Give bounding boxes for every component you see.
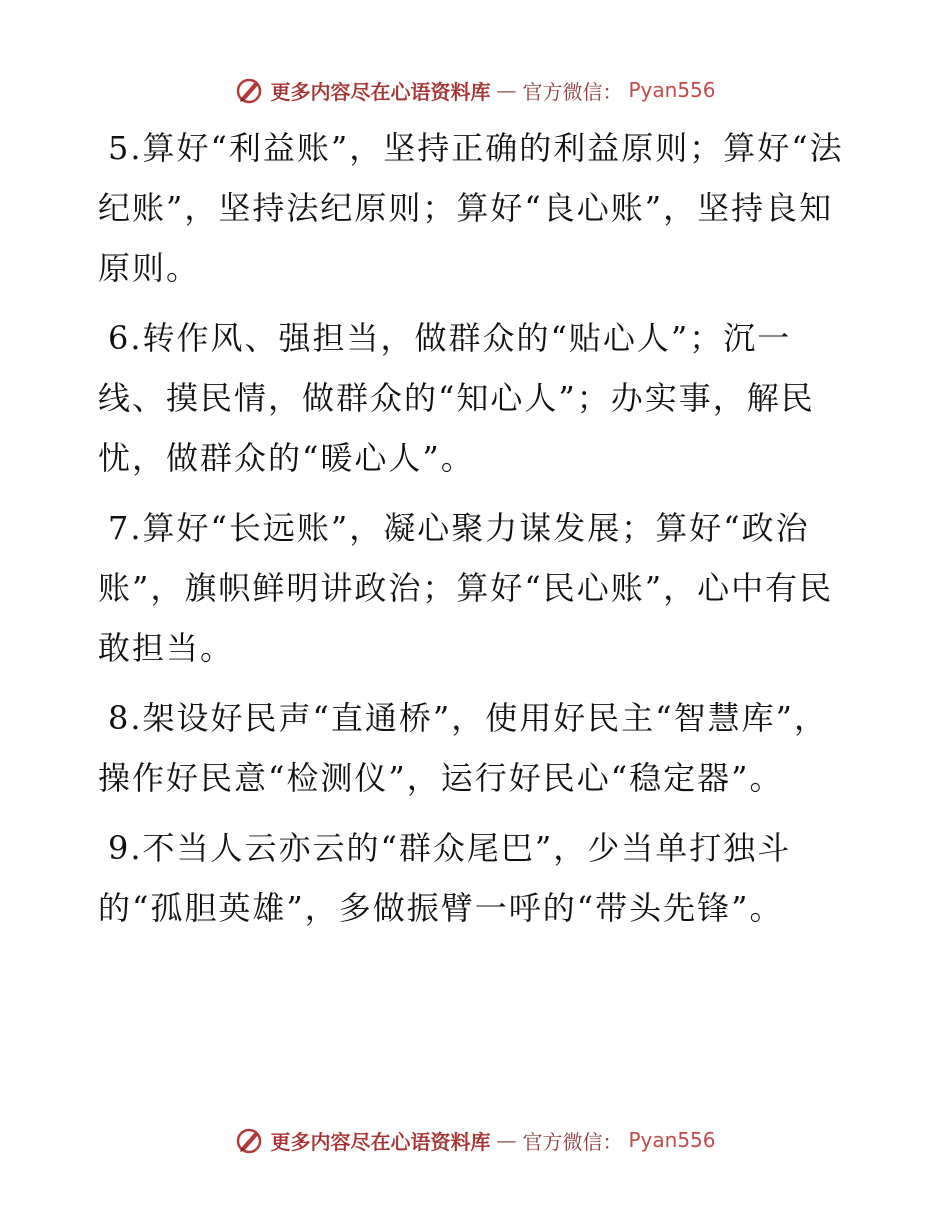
footer-wechat-label: 官方微信： (522, 1129, 623, 1154)
header-banner-dash: — (496, 78, 517, 102)
footer-banner-text: 更多内容尽在心语资料库 (270, 1129, 491, 1154)
pen-logo-icon (234, 1125, 264, 1155)
paragraph-8: 8.架设好民声“直通桥”，使用好民主“智慧库”，操作好民意“检测仪”，运行好民心“稳定器”。 (98, 699, 828, 797)
header-wechat-label: 官方微信： (522, 79, 623, 104)
paragraph-9: 9.不当人云亦云的“群众尾巴”，少当单打独斗的“孤胆英雄”，多做振臂一呼的“带头先锋”。 (98, 829, 792, 927)
paragraph-5: 5.算好“利益账”，坚持正确的利益原则；算好“法纪账”，坚持法纪原则；算好“良心账”，坚持良知原则。 (98, 129, 844, 287)
document-body (98, 118, 858, 948)
pen-logo-icon (234, 75, 264, 105)
footer-banner-dash: — (496, 1128, 517, 1152)
footer-banner (0, 1120, 950, 1160)
header-banner-text: 更多内容尽在心语资料库 (270, 79, 491, 104)
footer-wechat-id: Pyan556 (628, 1128, 716, 1152)
paragraph-6: 6.转作风、强担当，做群众的“贴心人”；沉一线、摸民情，做群众的“知心人”；办实事，解民忧，做群众的“暖心人”。 (98, 319, 815, 477)
header-banner-inner (234, 75, 715, 105)
header-wechat-id: Pyan556 (628, 78, 716, 102)
header-banner (0, 70, 950, 110)
paragraph-7: 7.算好“长远账”，凝心聚力谋发展；算好“政治账”，旗帜鲜明讲政治；算好“民心账”，心中有民敢担当。 (98, 509, 834, 667)
footer-banner-inner (234, 1125, 715, 1155)
